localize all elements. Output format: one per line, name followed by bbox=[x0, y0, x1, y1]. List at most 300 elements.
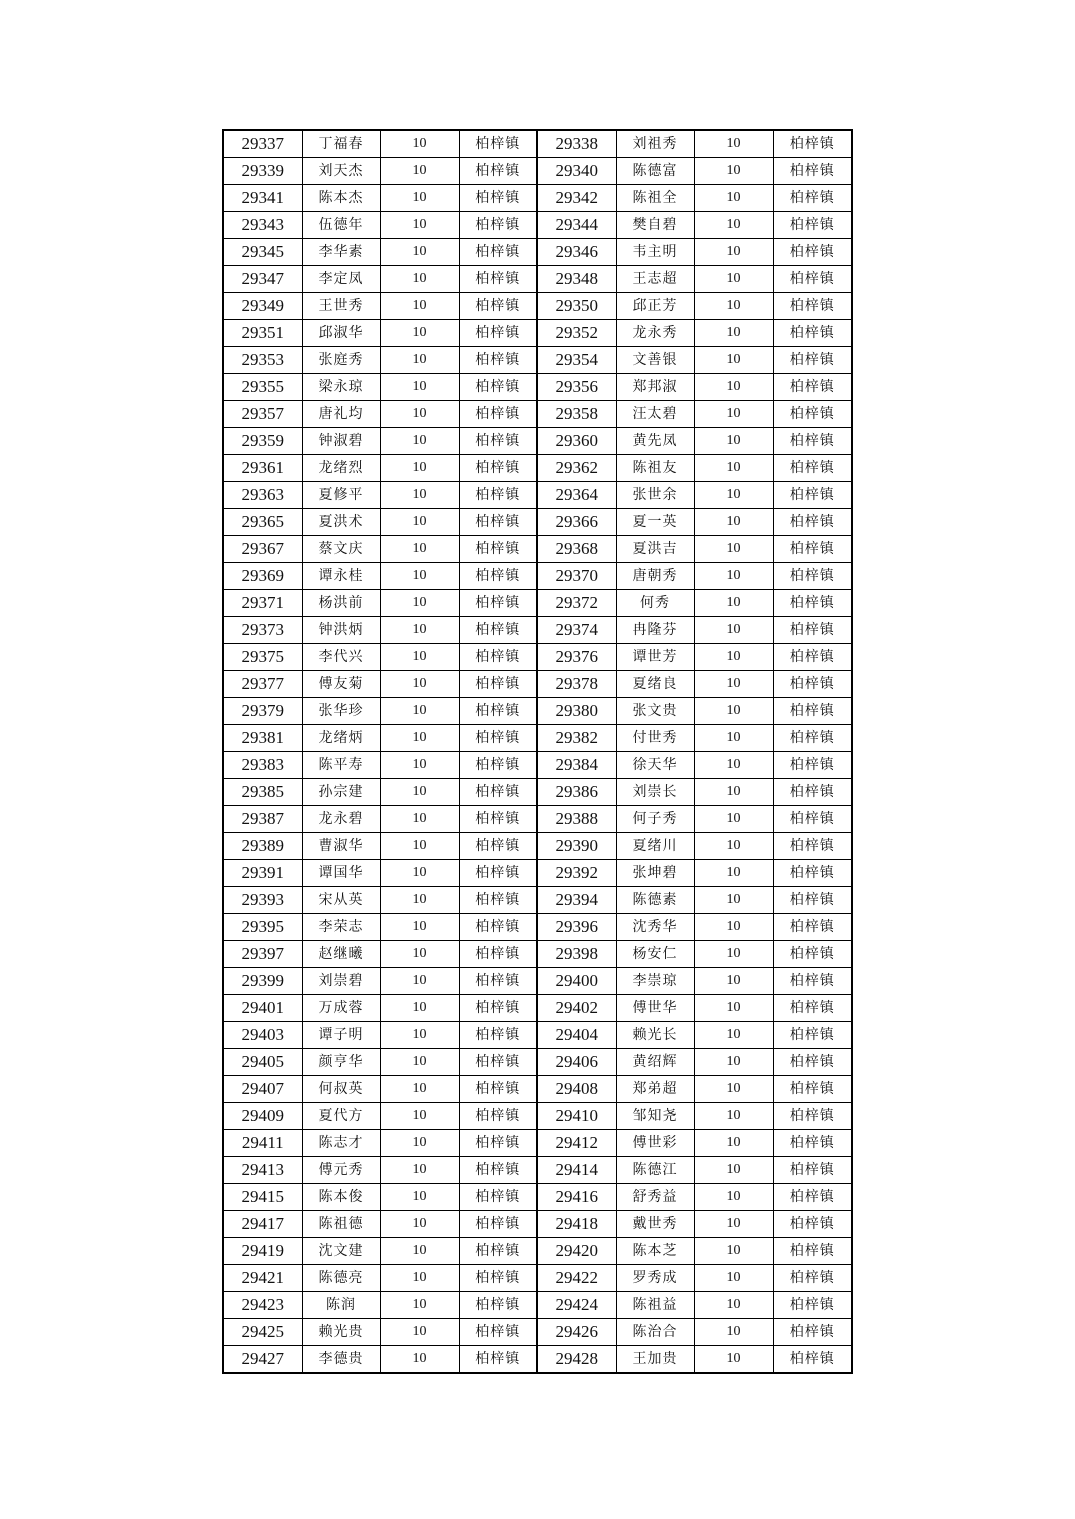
record-number-cell: 29365 bbox=[223, 509, 302, 536]
table-row bbox=[223, 293, 852, 320]
count-value-cell: 10 bbox=[380, 590, 459, 617]
person-name-cell: 舒秀益 bbox=[616, 1184, 694, 1211]
count-value-cell: 10 bbox=[694, 725, 773, 752]
count-value-cell: 10 bbox=[694, 293, 773, 320]
record-number-cell: 29420 bbox=[537, 1238, 616, 1265]
person-name-cell: 黄绍辉 bbox=[616, 1049, 694, 1076]
table-row bbox=[223, 563, 852, 590]
count-value-cell: 10 bbox=[380, 1157, 459, 1184]
town-name-cell: 柏梓镇 bbox=[459, 455, 537, 482]
count-value-cell: 10 bbox=[694, 860, 773, 887]
record-number-cell: 29368 bbox=[537, 536, 616, 563]
person-name-cell: 颜亨华 bbox=[302, 1049, 380, 1076]
town-name-cell: 柏梓镇 bbox=[773, 752, 852, 779]
person-name-cell: 谭国华 bbox=[302, 860, 380, 887]
record-number-cell: 29375 bbox=[223, 644, 302, 671]
count-value-cell: 10 bbox=[694, 482, 773, 509]
person-name-cell: 谭永桂 bbox=[302, 563, 380, 590]
table-row bbox=[223, 509, 852, 536]
count-value-cell: 10 bbox=[694, 779, 773, 806]
record-number-cell: 29344 bbox=[537, 212, 616, 239]
table-row bbox=[223, 185, 852, 212]
town-name-cell: 柏梓镇 bbox=[459, 887, 537, 914]
town-name-cell: 柏梓镇 bbox=[459, 644, 537, 671]
person-name-cell: 李崇琼 bbox=[616, 968, 694, 995]
town-name-cell: 柏梓镇 bbox=[459, 536, 537, 563]
record-number-cell: 29360 bbox=[537, 428, 616, 455]
count-value-cell: 10 bbox=[380, 914, 459, 941]
table-row bbox=[223, 455, 852, 482]
person-name-cell: 陈德江 bbox=[616, 1157, 694, 1184]
count-value-cell: 10 bbox=[694, 563, 773, 590]
table-row bbox=[223, 914, 852, 941]
town-name-cell: 柏梓镇 bbox=[773, 239, 852, 266]
record-number-cell: 29370 bbox=[537, 563, 616, 590]
count-value-cell: 10 bbox=[380, 1265, 459, 1292]
count-value-cell: 10 bbox=[694, 671, 773, 698]
table-row bbox=[223, 833, 852, 860]
town-name-cell: 柏梓镇 bbox=[773, 266, 852, 293]
town-name-cell: 柏梓镇 bbox=[459, 1103, 537, 1130]
count-value-cell: 10 bbox=[694, 158, 773, 185]
town-name-cell: 柏梓镇 bbox=[773, 725, 852, 752]
record-number-cell: 29347 bbox=[223, 266, 302, 293]
town-name-cell: 柏梓镇 bbox=[459, 1319, 537, 1346]
town-name-cell: 柏梓镇 bbox=[459, 374, 537, 401]
count-value-cell: 10 bbox=[694, 806, 773, 833]
count-value-cell: 10 bbox=[380, 374, 459, 401]
person-name-cell: 夏一英 bbox=[616, 509, 694, 536]
count-value-cell: 10 bbox=[694, 698, 773, 725]
record-number-cell: 29422 bbox=[537, 1265, 616, 1292]
count-value-cell: 10 bbox=[380, 1184, 459, 1211]
record-number-cell: 29376 bbox=[537, 644, 616, 671]
town-name-cell: 柏梓镇 bbox=[773, 455, 852, 482]
person-name-cell: 孙宗建 bbox=[302, 779, 380, 806]
record-number-cell: 29413 bbox=[223, 1157, 302, 1184]
count-value-cell: 10 bbox=[380, 968, 459, 995]
count-value-cell: 10 bbox=[380, 1076, 459, 1103]
record-number-cell: 29392 bbox=[537, 860, 616, 887]
record-number-cell: 29416 bbox=[537, 1184, 616, 1211]
record-number-cell: 29339 bbox=[223, 158, 302, 185]
town-name-cell: 柏梓镇 bbox=[773, 671, 852, 698]
count-value-cell: 10 bbox=[380, 428, 459, 455]
town-name-cell: 柏梓镇 bbox=[459, 509, 537, 536]
person-name-cell: 冉隆芬 bbox=[616, 617, 694, 644]
record-number-cell: 29415 bbox=[223, 1184, 302, 1211]
record-number-cell: 29367 bbox=[223, 536, 302, 563]
record-number-cell: 29361 bbox=[223, 455, 302, 482]
town-name-cell: 柏梓镇 bbox=[773, 644, 852, 671]
town-name-cell: 柏梓镇 bbox=[773, 212, 852, 239]
table-row bbox=[223, 590, 852, 617]
table-row bbox=[223, 482, 852, 509]
count-value-cell: 10 bbox=[694, 1103, 773, 1130]
town-name-cell: 柏梓镇 bbox=[459, 1265, 537, 1292]
person-name-cell: 夏洪术 bbox=[302, 509, 380, 536]
town-name-cell: 柏梓镇 bbox=[773, 401, 852, 428]
count-value-cell: 10 bbox=[694, 941, 773, 968]
person-name-cell: 黄先凤 bbox=[616, 428, 694, 455]
record-number-cell: 29340 bbox=[537, 158, 616, 185]
record-number-cell: 29389 bbox=[223, 833, 302, 860]
town-name-cell: 柏梓镇 bbox=[459, 968, 537, 995]
count-value-cell: 10 bbox=[694, 995, 773, 1022]
record-number-cell: 29406 bbox=[537, 1049, 616, 1076]
record-number-cell: 29421 bbox=[223, 1265, 302, 1292]
record-number-cell: 29362 bbox=[537, 455, 616, 482]
count-value-cell: 10 bbox=[694, 590, 773, 617]
count-value-cell: 10 bbox=[380, 1103, 459, 1130]
person-name-cell: 夏绪良 bbox=[616, 671, 694, 698]
count-value-cell: 10 bbox=[694, 428, 773, 455]
town-name-cell: 柏梓镇 bbox=[773, 185, 852, 212]
town-name-cell: 柏梓镇 bbox=[773, 806, 852, 833]
town-name-cell: 柏梓镇 bbox=[773, 1076, 852, 1103]
town-name-cell: 柏梓镇 bbox=[459, 725, 537, 752]
count-value-cell: 10 bbox=[380, 1211, 459, 1238]
record-number-cell: 29381 bbox=[223, 725, 302, 752]
table-row bbox=[223, 968, 852, 995]
record-number-cell: 29353 bbox=[223, 347, 302, 374]
town-name-cell: 柏梓镇 bbox=[459, 428, 537, 455]
person-name-cell: 汪太碧 bbox=[616, 401, 694, 428]
person-name-cell: 傅世彩 bbox=[616, 1130, 694, 1157]
table-row bbox=[223, 401, 852, 428]
town-name-cell: 柏梓镇 bbox=[459, 671, 537, 698]
person-name-cell: 杨洪前 bbox=[302, 590, 380, 617]
town-name-cell: 柏梓镇 bbox=[459, 266, 537, 293]
count-value-cell: 10 bbox=[694, 752, 773, 779]
count-value-cell: 10 bbox=[380, 239, 459, 266]
person-name-cell: 陈祖益 bbox=[616, 1292, 694, 1319]
record-number-cell: 29352 bbox=[537, 320, 616, 347]
person-name-cell: 李荣志 bbox=[302, 914, 380, 941]
person-name-cell: 王加贵 bbox=[616, 1346, 694, 1374]
town-name-cell: 柏梓镇 bbox=[459, 1049, 537, 1076]
person-name-cell: 陈志才 bbox=[302, 1130, 380, 1157]
person-name-cell: 樊自碧 bbox=[616, 212, 694, 239]
record-number-cell: 29399 bbox=[223, 968, 302, 995]
town-name-cell: 柏梓镇 bbox=[773, 482, 852, 509]
record-number-cell: 29363 bbox=[223, 482, 302, 509]
town-name-cell: 柏梓镇 bbox=[773, 779, 852, 806]
person-name-cell: 刘祖秀 bbox=[616, 130, 694, 158]
table-row bbox=[223, 239, 852, 266]
town-name-cell: 柏梓镇 bbox=[459, 401, 537, 428]
record-number-cell: 29401 bbox=[223, 995, 302, 1022]
table-row bbox=[223, 320, 852, 347]
count-value-cell: 10 bbox=[380, 752, 459, 779]
table-row bbox=[223, 617, 852, 644]
record-number-cell: 29338 bbox=[537, 130, 616, 158]
count-value-cell: 10 bbox=[694, 1076, 773, 1103]
person-name-cell: 郑弟超 bbox=[616, 1076, 694, 1103]
record-number-cell: 29385 bbox=[223, 779, 302, 806]
record-number-cell: 29379 bbox=[223, 698, 302, 725]
table-row bbox=[223, 1211, 852, 1238]
person-name-cell: 梁永琼 bbox=[302, 374, 380, 401]
table-row bbox=[223, 1022, 852, 1049]
town-name-cell: 柏梓镇 bbox=[773, 158, 852, 185]
record-number-cell: 29371 bbox=[223, 590, 302, 617]
person-name-cell: 邱淑华 bbox=[302, 320, 380, 347]
town-name-cell: 柏梓镇 bbox=[459, 130, 537, 158]
record-number-cell: 29341 bbox=[223, 185, 302, 212]
person-name-cell: 李华素 bbox=[302, 239, 380, 266]
count-value-cell: 10 bbox=[694, 617, 773, 644]
town-name-cell: 柏梓镇 bbox=[459, 185, 537, 212]
record-number-cell: 29366 bbox=[537, 509, 616, 536]
count-value-cell: 10 bbox=[694, 212, 773, 239]
person-name-cell: 刘崇碧 bbox=[302, 968, 380, 995]
table-row bbox=[223, 752, 852, 779]
person-name-cell: 陈德素 bbox=[616, 887, 694, 914]
record-number-cell: 29397 bbox=[223, 941, 302, 968]
count-value-cell: 10 bbox=[694, 239, 773, 266]
person-name-cell: 李德贵 bbox=[302, 1346, 380, 1374]
count-value-cell: 10 bbox=[694, 347, 773, 374]
record-number-cell: 29398 bbox=[537, 941, 616, 968]
town-name-cell: 柏梓镇 bbox=[459, 158, 537, 185]
count-value-cell: 10 bbox=[380, 347, 459, 374]
table-row bbox=[223, 644, 852, 671]
record-number-cell: 29414 bbox=[537, 1157, 616, 1184]
table-row bbox=[223, 698, 852, 725]
count-value-cell: 10 bbox=[380, 130, 459, 158]
record-number-cell: 29410 bbox=[537, 1103, 616, 1130]
count-value-cell: 10 bbox=[694, 1211, 773, 1238]
record-number-cell: 29378 bbox=[537, 671, 616, 698]
person-name-cell: 陈平寿 bbox=[302, 752, 380, 779]
count-value-cell: 10 bbox=[380, 563, 459, 590]
person-name-cell: 陈德亮 bbox=[302, 1265, 380, 1292]
record-number-cell: 29423 bbox=[223, 1292, 302, 1319]
record-number-cell: 29391 bbox=[223, 860, 302, 887]
person-name-cell: 李定凤 bbox=[302, 266, 380, 293]
person-name-cell: 赖光贵 bbox=[302, 1319, 380, 1346]
record-number-cell: 29394 bbox=[537, 887, 616, 914]
person-name-cell: 徐天华 bbox=[616, 752, 694, 779]
person-name-cell: 伍德年 bbox=[302, 212, 380, 239]
record-number-cell: 29387 bbox=[223, 806, 302, 833]
record-number-cell: 29349 bbox=[223, 293, 302, 320]
table-row bbox=[223, 428, 852, 455]
count-value-cell: 10 bbox=[694, 1319, 773, 1346]
town-name-cell: 柏梓镇 bbox=[773, 590, 852, 617]
town-name-cell: 柏梓镇 bbox=[773, 1292, 852, 1319]
record-number-cell: 29342 bbox=[537, 185, 616, 212]
town-name-cell: 柏梓镇 bbox=[773, 1022, 852, 1049]
town-name-cell: 柏梓镇 bbox=[773, 374, 852, 401]
count-value-cell: 10 bbox=[380, 995, 459, 1022]
table-row bbox=[223, 887, 852, 914]
record-number-cell: 29377 bbox=[223, 671, 302, 698]
record-number-cell: 29382 bbox=[537, 725, 616, 752]
count-value-cell: 10 bbox=[380, 887, 459, 914]
person-name-cell: 龙绪烈 bbox=[302, 455, 380, 482]
town-name-cell: 柏梓镇 bbox=[459, 320, 537, 347]
person-name-cell: 宋从英 bbox=[302, 887, 380, 914]
count-value-cell: 10 bbox=[694, 1346, 773, 1374]
person-name-cell: 陈本杰 bbox=[302, 185, 380, 212]
town-name-cell: 柏梓镇 bbox=[459, 239, 537, 266]
table-row bbox=[223, 941, 852, 968]
record-number-cell: 29418 bbox=[537, 1211, 616, 1238]
person-name-cell: 夏修平 bbox=[302, 482, 380, 509]
town-name-cell: 柏梓镇 bbox=[459, 1157, 537, 1184]
town-name-cell: 柏梓镇 bbox=[773, 1157, 852, 1184]
count-value-cell: 10 bbox=[380, 401, 459, 428]
record-number-cell: 29384 bbox=[537, 752, 616, 779]
person-name-cell: 何子秀 bbox=[616, 806, 694, 833]
table-row bbox=[223, 1130, 852, 1157]
record-number-cell: 29425 bbox=[223, 1319, 302, 1346]
count-value-cell: 10 bbox=[380, 617, 459, 644]
table-row bbox=[223, 1319, 852, 1346]
record-number-cell: 29364 bbox=[537, 482, 616, 509]
count-value-cell: 10 bbox=[694, 536, 773, 563]
table-row bbox=[223, 130, 852, 158]
table-row bbox=[223, 158, 852, 185]
roster-table bbox=[222, 129, 853, 1374]
town-name-cell: 柏梓镇 bbox=[773, 617, 852, 644]
count-value-cell: 10 bbox=[380, 293, 459, 320]
count-value-cell: 10 bbox=[694, 509, 773, 536]
record-number-cell: 29359 bbox=[223, 428, 302, 455]
person-name-cell: 何叔英 bbox=[302, 1076, 380, 1103]
table-row bbox=[223, 806, 852, 833]
table-row bbox=[223, 860, 852, 887]
town-name-cell: 柏梓镇 bbox=[773, 1265, 852, 1292]
table-row bbox=[223, 1049, 852, 1076]
town-name-cell: 柏梓镇 bbox=[773, 968, 852, 995]
table-row bbox=[223, 1346, 852, 1374]
person-name-cell: 龙绪炳 bbox=[302, 725, 380, 752]
person-name-cell: 付世秀 bbox=[616, 725, 694, 752]
person-name-cell: 张华珍 bbox=[302, 698, 380, 725]
town-name-cell: 柏梓镇 bbox=[773, 1184, 852, 1211]
count-value-cell: 10 bbox=[694, 1157, 773, 1184]
town-name-cell: 柏梓镇 bbox=[459, 1022, 537, 1049]
record-number-cell: 29355 bbox=[223, 374, 302, 401]
table-row bbox=[223, 1103, 852, 1130]
town-name-cell: 柏梓镇 bbox=[459, 698, 537, 725]
person-name-cell: 陈德富 bbox=[616, 158, 694, 185]
person-name-cell: 韦主明 bbox=[616, 239, 694, 266]
table-row bbox=[223, 1265, 852, 1292]
record-number-cell: 29356 bbox=[537, 374, 616, 401]
person-name-cell: 戴世秀 bbox=[616, 1211, 694, 1238]
person-name-cell: 陈祖全 bbox=[616, 185, 694, 212]
record-number-cell: 29417 bbox=[223, 1211, 302, 1238]
person-name-cell: 刘崇长 bbox=[616, 779, 694, 806]
count-value-cell: 10 bbox=[694, 266, 773, 293]
count-value-cell: 10 bbox=[694, 968, 773, 995]
town-name-cell: 柏梓镇 bbox=[773, 1211, 852, 1238]
town-name-cell: 柏梓镇 bbox=[773, 1238, 852, 1265]
town-name-cell: 柏梓镇 bbox=[459, 779, 537, 806]
person-name-cell: 夏绪川 bbox=[616, 833, 694, 860]
table-row bbox=[223, 374, 852, 401]
person-name-cell: 何秀 bbox=[616, 590, 694, 617]
person-name-cell: 沈秀华 bbox=[616, 914, 694, 941]
person-name-cell: 邱正芳 bbox=[616, 293, 694, 320]
count-value-cell: 10 bbox=[694, 455, 773, 482]
count-value-cell: 10 bbox=[694, 644, 773, 671]
person-name-cell: 曹淑华 bbox=[302, 833, 380, 860]
count-value-cell: 10 bbox=[380, 1130, 459, 1157]
person-name-cell: 杨安仁 bbox=[616, 941, 694, 968]
count-value-cell: 10 bbox=[694, 1292, 773, 1319]
count-value-cell: 10 bbox=[694, 1265, 773, 1292]
person-name-cell: 钟洪炳 bbox=[302, 617, 380, 644]
record-number-cell: 29400 bbox=[537, 968, 616, 995]
person-name-cell: 唐礼均 bbox=[302, 401, 380, 428]
person-name-cell: 王世秀 bbox=[302, 293, 380, 320]
roster-body bbox=[223, 130, 852, 1373]
person-name-cell: 李代兴 bbox=[302, 644, 380, 671]
record-number-cell: 29354 bbox=[537, 347, 616, 374]
count-value-cell: 10 bbox=[694, 887, 773, 914]
record-number-cell: 29405 bbox=[223, 1049, 302, 1076]
person-name-cell: 傅世华 bbox=[616, 995, 694, 1022]
record-number-cell: 29386 bbox=[537, 779, 616, 806]
town-name-cell: 柏梓镇 bbox=[773, 536, 852, 563]
record-number-cell: 29402 bbox=[537, 995, 616, 1022]
person-name-cell: 张坤碧 bbox=[616, 860, 694, 887]
person-name-cell: 赵继曦 bbox=[302, 941, 380, 968]
record-number-cell: 29373 bbox=[223, 617, 302, 644]
person-name-cell: 邹知尧 bbox=[616, 1103, 694, 1130]
person-name-cell: 钟淑碧 bbox=[302, 428, 380, 455]
town-name-cell: 柏梓镇 bbox=[459, 617, 537, 644]
record-number-cell: 29374 bbox=[537, 617, 616, 644]
record-number-cell: 29358 bbox=[537, 401, 616, 428]
table-row bbox=[223, 266, 852, 293]
town-name-cell: 柏梓镇 bbox=[459, 1238, 537, 1265]
count-value-cell: 10 bbox=[694, 1184, 773, 1211]
record-number-cell: 29390 bbox=[537, 833, 616, 860]
town-name-cell: 柏梓镇 bbox=[773, 698, 852, 725]
person-name-cell: 龙永秀 bbox=[616, 320, 694, 347]
count-value-cell: 10 bbox=[380, 212, 459, 239]
record-number-cell: 29357 bbox=[223, 401, 302, 428]
person-name-cell: 谭子明 bbox=[302, 1022, 380, 1049]
table-row bbox=[223, 347, 852, 374]
person-name-cell: 陈治合 bbox=[616, 1319, 694, 1346]
person-name-cell: 陈本俊 bbox=[302, 1184, 380, 1211]
town-name-cell: 柏梓镇 bbox=[773, 347, 852, 374]
count-value-cell: 10 bbox=[694, 1238, 773, 1265]
town-name-cell: 柏梓镇 bbox=[459, 563, 537, 590]
town-name-cell: 柏梓镇 bbox=[773, 833, 852, 860]
record-number-cell: 29380 bbox=[537, 698, 616, 725]
person-name-cell: 郑邦淑 bbox=[616, 374, 694, 401]
town-name-cell: 柏梓镇 bbox=[459, 482, 537, 509]
person-name-cell: 陈祖德 bbox=[302, 1211, 380, 1238]
person-name-cell: 文善银 bbox=[616, 347, 694, 374]
town-name-cell: 柏梓镇 bbox=[773, 320, 852, 347]
table-row bbox=[223, 779, 852, 806]
count-value-cell: 10 bbox=[380, 158, 459, 185]
record-number-cell: 29345 bbox=[223, 239, 302, 266]
town-name-cell: 柏梓镇 bbox=[773, 1346, 852, 1374]
count-value-cell: 10 bbox=[694, 185, 773, 212]
count-value-cell: 10 bbox=[380, 671, 459, 698]
person-name-cell: 蔡文庆 bbox=[302, 536, 380, 563]
